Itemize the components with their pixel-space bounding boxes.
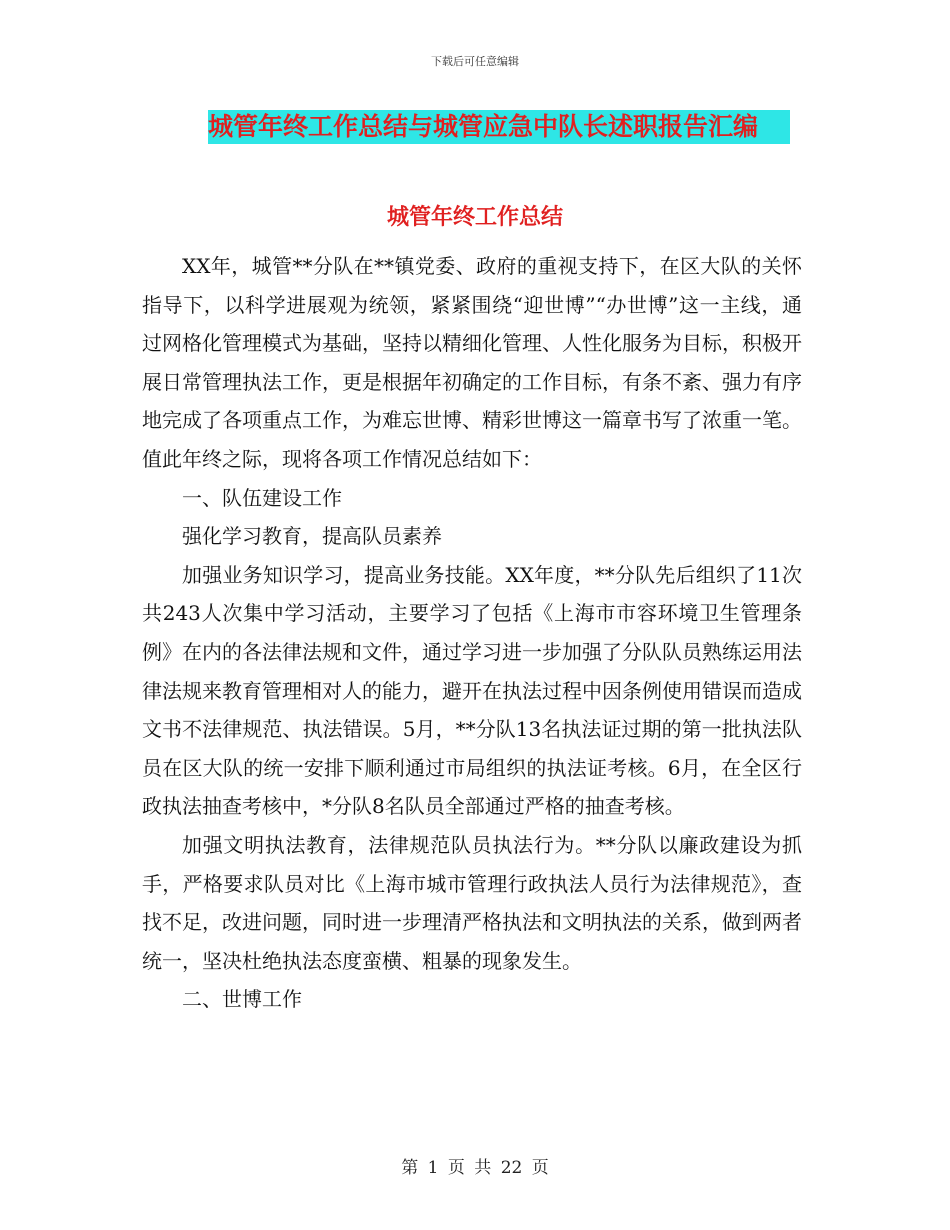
- heading-team-building: 一、队伍建设工作: [182, 485, 342, 510]
- page-footer: 第 1 页 共 22 页: [401, 1158, 549, 1178]
- document-title-block: [208, 110, 790, 144]
- document-title: 城管年终工作总结与城管应急中队长述职报告汇编: [208, 110, 790, 144]
- heading-expo-work: 二、世博工作: [182, 987, 302, 1012]
- section-title: 城管年终工作总结: [386, 204, 563, 230]
- paragraph-business-study: 加强业务知识学习，提高业务技能。XX年度，**分队先后组织了11次共243人次集中学习活动，主要学习了包括《上海市市容环境卫生管理条例》在内的各法律法规和文件，通过学习进一步加强了分队队员熟练运用法律法规来教育管理相对人的能力，避开在执法过程中因条例使用错误而造成文书不法律规范、执法错误。5月，**分队13名执法证过期的第一批执法队员在区大队的统一安排下顺利通过市局组织的执法证考核。6月，在全区行政执法抽查考核中，*分队8名队员全部通过严格的抽查考核。: [142, 562, 802, 819]
- subheading-study-education: 强化学习教育，提高队员素养: [182, 524, 442, 549]
- document-body: [142, 247, 802, 1019]
- paragraph-civilized-enforcement: 加强文明执法教育，法律规范队员执法行为。**分队以廉政建设为抓手，严格要求队员对比《上海市城市管理行政执法人员行为法律规范》，查找不足，改进问题，同时进一步理清严格执法和文明执法的关系，做到两者统一，坚决杜绝执法态度蛮横、粗暴的现象发生。: [142, 832, 802, 973]
- paragraph-intro: XX年，城管**分队在**镇党委、政府的重视支持下，在区大队的关怀指导下，以科学进展观为统领，紧紧围绕“迎世博”“办世博”这一主线，通过网格化管理模式为基础，坚持以精细化管理、人性化服务为目标，积极开展日常管理执法工作，更是根据年初确定的工作目标，有条不紊、强力有序地完成了各项重点工作，为难忘世博、精彩世博这一篇章书写了浓重一笔。值此年终之际，现将各项工作情况总结如下：: [142, 254, 802, 471]
- header-note: 下载后可任意编辑: [431, 55, 519, 68]
